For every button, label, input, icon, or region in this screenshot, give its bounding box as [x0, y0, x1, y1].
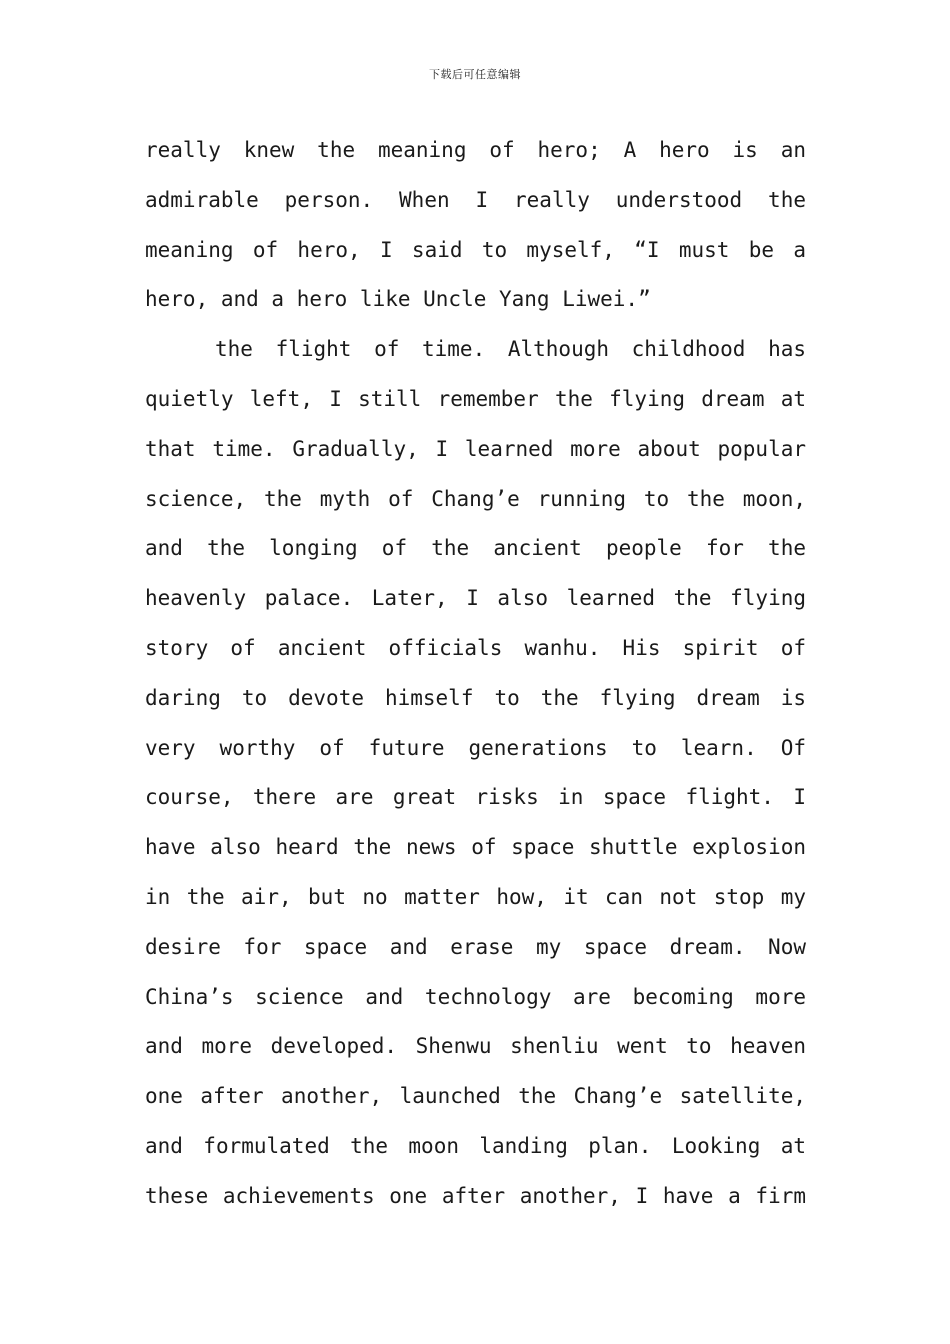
page-header: 下载后可任意编辑 — [429, 68, 521, 81]
text-line: hero, and a hero like Uncle Yang Liwei.” — [145, 287, 651, 312]
text-line: desire for space and erase my space dream. Now — [145, 934, 806, 959]
text-line: really knew the meaning of hero; A hero is an — [145, 138, 806, 162]
text-line: daring to devote himself to the flying dream is — [145, 685, 806, 710]
text-line: that time. Gradually, I learned more about popular — [145, 436, 806, 461]
text-line: in the air, but no matter how, it can not stop my — [145, 884, 806, 909]
text-line: the flight of time. Although childhood has — [215, 337, 806, 362]
document-body — [145, 130, 806, 1226]
text-line: China’s science and technology are becoming more — [145, 984, 806, 1009]
text-line: story of ancient officials wanhu. His spirit of — [145, 635, 806, 660]
text-line: heavenly palace. Later, I also learned the flying — [145, 586, 806, 611]
paragraph-2 — [145, 329, 806, 1225]
text-line: admirable person. When I really understood the — [145, 187, 806, 212]
text-line: one after another, launched the Chang’e satellite, — [145, 1084, 806, 1109]
text-line: very worthy of future generations to learn. Of — [145, 735, 806, 760]
text-line: and formulated the moon landing plan. Looking at — [145, 1133, 806, 1158]
text-line: quietly left, I still remember the flying dream at — [145, 386, 806, 411]
text-line: and more developed. Shenwu shenliu went to heaven — [145, 1034, 806, 1059]
text-line: meaning of hero, I said to myself, “I must be a — [145, 237, 806, 262]
text-line: course, there are great risks in space flight. I — [145, 785, 806, 810]
text-line: science, the myth of Chang’e running to the moon, — [145, 486, 806, 511]
paragraph-1 — [145, 130, 806, 329]
text-line: these achievements one after another, I have a firm — [145, 1183, 806, 1208]
text-line: have also heard the news of space shuttle explosion — [145, 835, 806, 860]
text-line: and the longing of the ancient people for the — [145, 536, 806, 561]
